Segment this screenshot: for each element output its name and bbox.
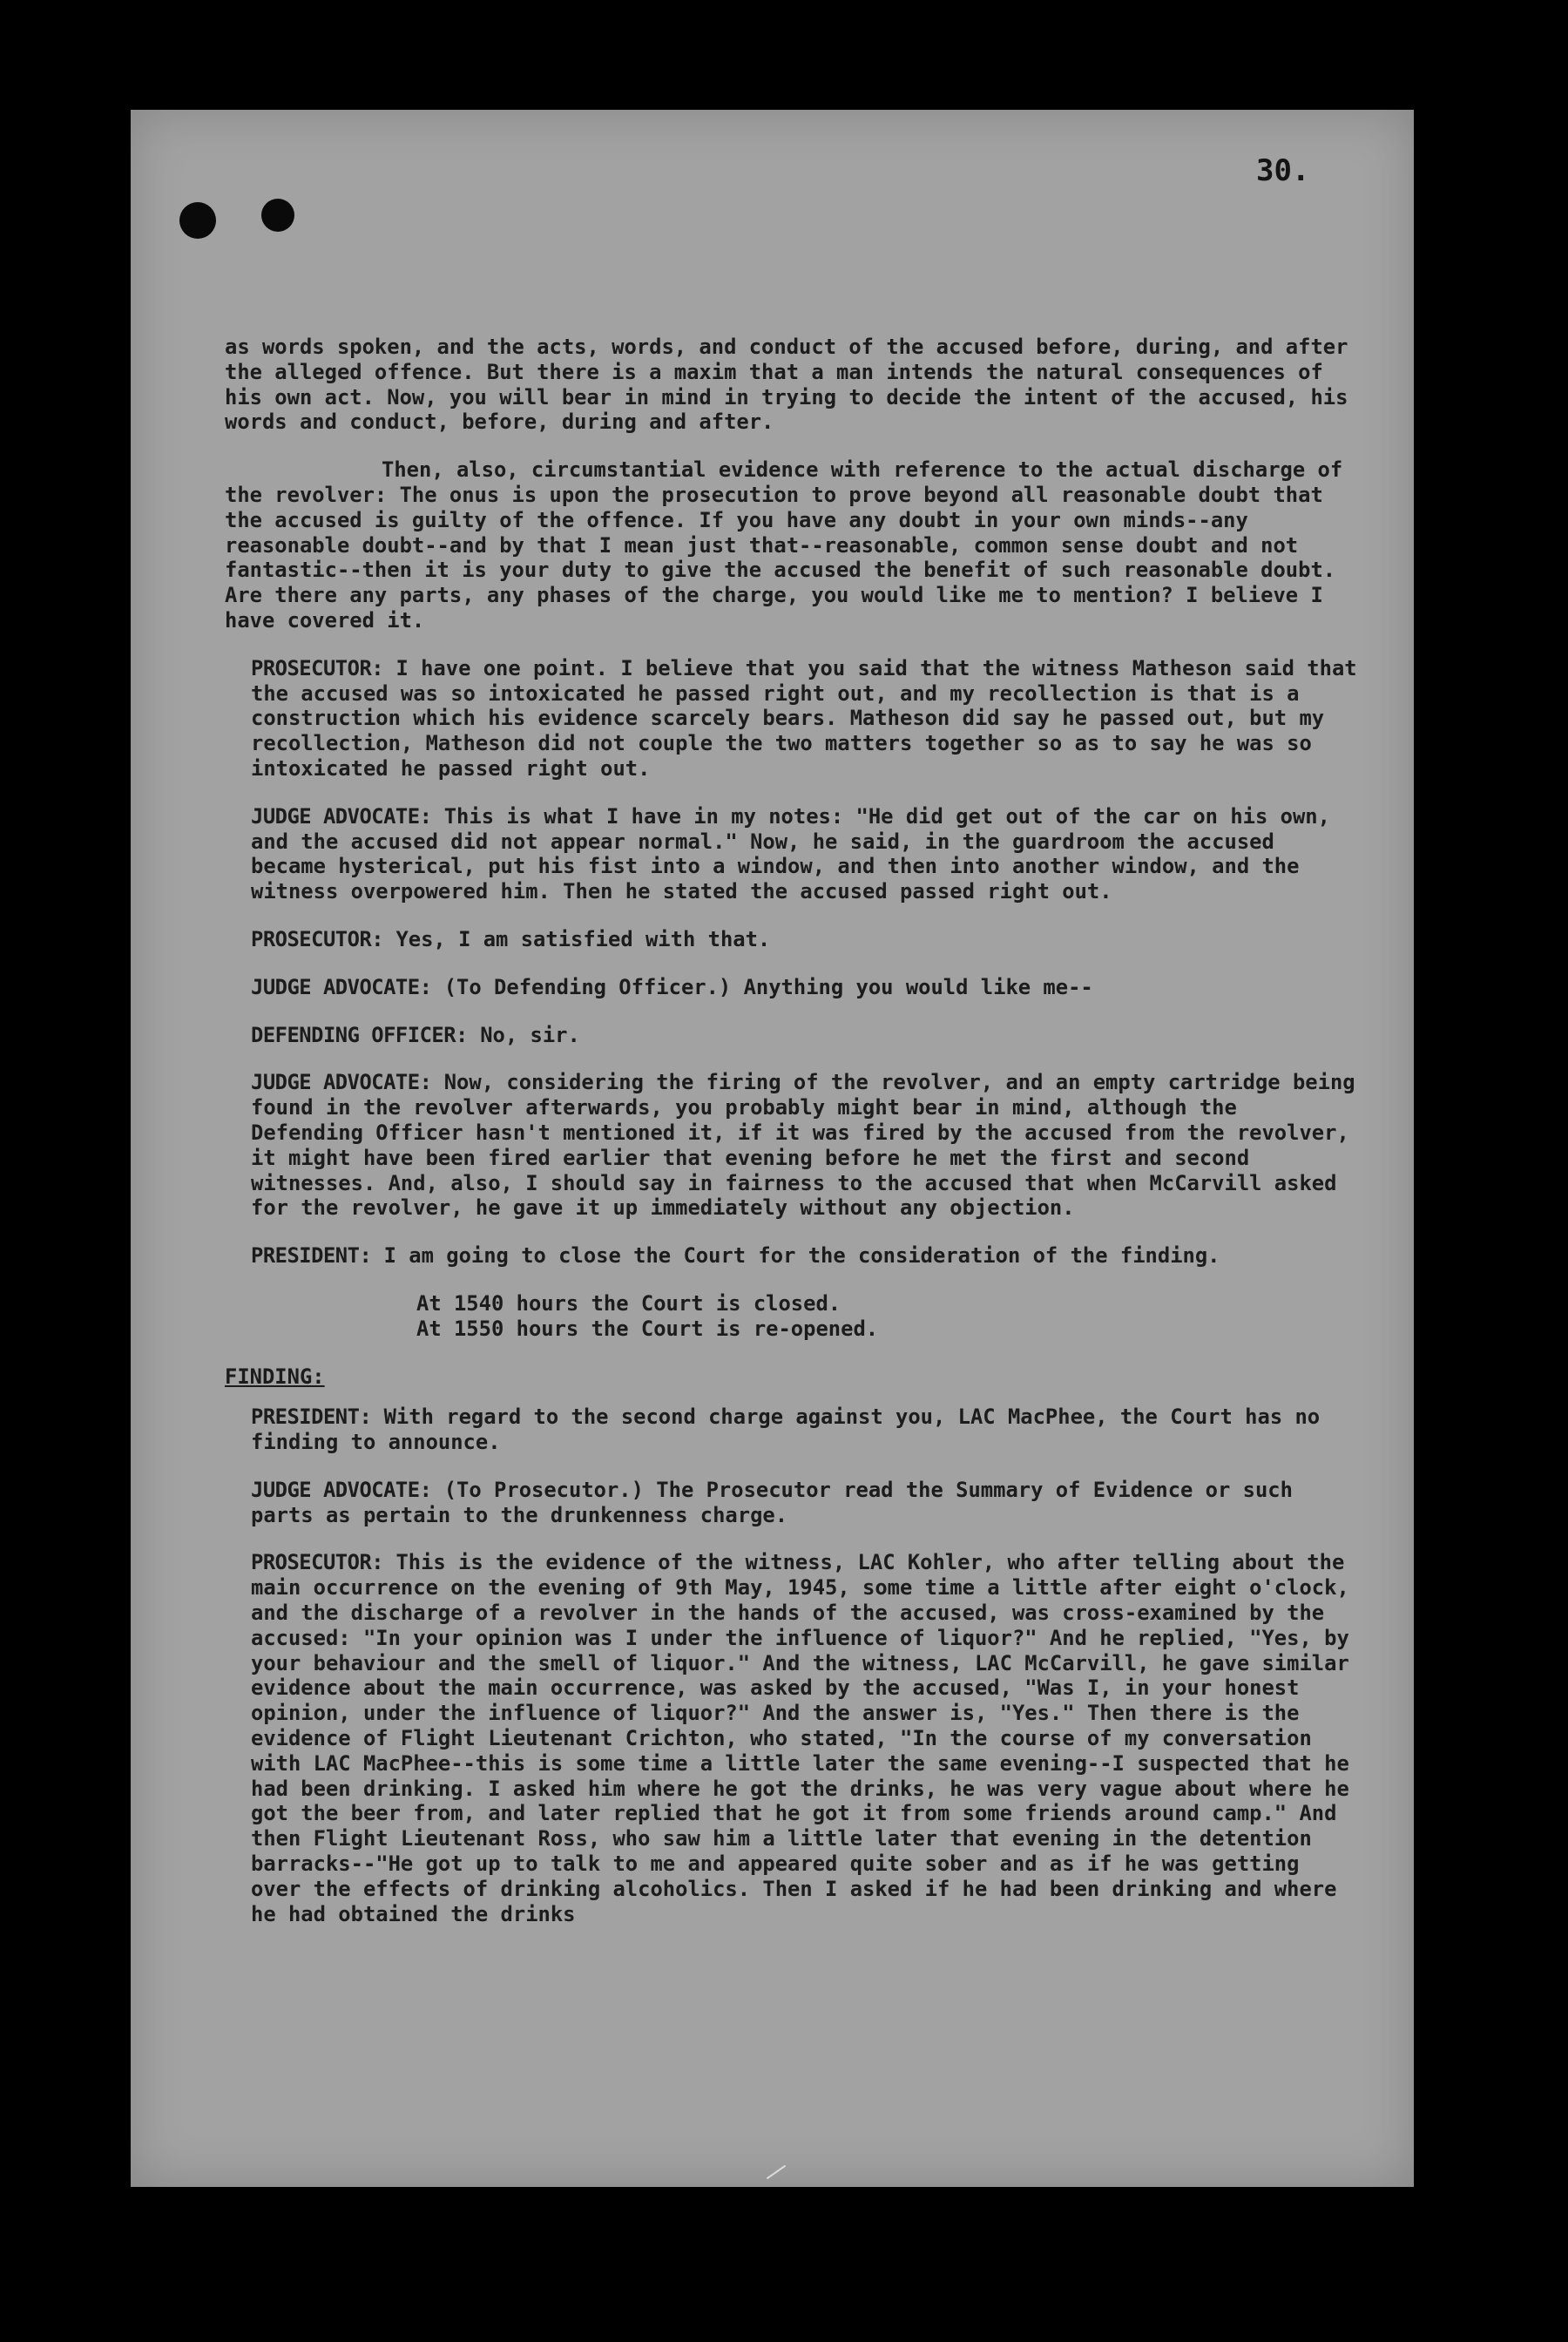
speech-text: I am going to close the Court for the consideration of the finding. — [383, 1243, 1220, 1269]
speech-text: Now, considering the firing of the revolver, and an empty cartridge being found in the revolver afterwards, you probably might bear in mind, although the Defending Officer hasn't mentioned it, if it was fired by the accused from the revolver, it might have been fired earlier that evening before he met the first and second witnesses. And, also, I should say in fairness to the accused that when McCarvill asked for the revolver, he gave it up immediately without any objection. — [251, 1070, 1355, 1221]
procedural-note: At 1550 hours the Court is re-opened. — [416, 1316, 879, 1341]
procedural-note: At 1540 hours the Court is closed. — [416, 1290, 841, 1316]
speaker-label: PRESIDENT: — [251, 1405, 372, 1430]
speech-text: (To Prosecutor.) The Prosecutor read the Summary of Evidence or such parts as pertain to the drunkenness charge. — [251, 1477, 1293, 1527]
speech-turn — [225, 656, 1357, 782]
speaker-label: PROSECUTOR: — [251, 926, 384, 951]
speech-text: With regard to the second charge against you, LAC MacPhee, the Court has no finding to announce. — [251, 1405, 1321, 1455]
speech-text: I have one point. I believe that you said that the witness Matheson said that the accused was so intoxicated he passed right out, and my recollection is that is a construction which his evidence scarcely bears. Matheson did say he passed out, but my recollection, Matheson did not couple the two matters together so as to say he was so intoxicated he passed right out. — [251, 655, 1357, 781]
speech-turn — [225, 1405, 1357, 1455]
speaker-label: JUDGE ADVOCATE: — [251, 1477, 432, 1502]
finding-heading: FINDING: — [225, 1364, 325, 1389]
speech-text: This is the evidence of the witness, LAC Kohler, who after telling about the main occurrence on the evening of 9th May, 1945, some time a little after eight o'clock, and the discharge of a revolver in the hands of the accused, was cross-examined by the accused: "In your opinion was I under the influence of liquor?" And he replied, "Yes, by your behaviour and the smell of liquor." And the witness, LAC McCarvill, he gave similar evidence about the main occurrence, was asked by the accused, "Was I, in your honest opinion, under the influence of liquor?" And the answer is, "Yes." Then there is the evidence of Flight Lieutenant Crichton, who stated, "In the course of my conversation with LAC MacPhee--this is some time a little later the same evening--I suspected that he had been drinking. I asked him where he got the drinks, he was very vague about where he got the beer from, and later replied that he got it from some friends around camp." And then Flight Lieutenant Ross, who saw him a little later that evening in the detention barracks--"He got up to talk to me and appeared quite sober and as if he was getting over the effects of drinking alcoholics. Then I asked if he had been drinking and where he had obtained the drinks — [251, 1550, 1349, 1926]
speech-turn — [225, 1243, 1357, 1269]
speech-turn — [225, 804, 1357, 904]
speaker-label: DEFENDING OFFICER: — [251, 1022, 468, 1047]
speech-turn — [225, 1070, 1357, 1221]
document-page — [131, 110, 1414, 2187]
speech-text: Yes, I am satisfied with that. — [395, 926, 771, 951]
transcript-body — [225, 335, 1357, 1949]
procedural-notes — [225, 1291, 1357, 1342]
speaker-label: JUDGE ADVOCATE: — [251, 1070, 432, 1095]
paragraph: Then, also, circumstantial evidence with reference to the actual discharge of the revolver: The onus is upon the prosecution to prove beyond all reasonable doubt that the accused is guilty of the offence. If you have any doubt in your own minds--any reasonable doubt--and by that I mean just that--reasonable, common sense doubt and not fantastic--then it is your duty to give the accused the benefit of such reasonable doubt. Are there any parts, any phases of the charge, you would like me to mention? I believe I have covered it. — [225, 457, 1343, 633]
speech-turn — [225, 1478, 1357, 1528]
punch-hole-right — [261, 199, 294, 232]
speaker-label: JUDGE ADVOCATE: — [251, 974, 432, 999]
speech-turn — [225, 927, 1357, 952]
paragraph: as words spoken, and the acts, words, and conduct of the accused before, during, and after the alleged offence. But there is a maxim that a man intends the natural consequences of his own act. Now, you will bear in mind in trying to decide the intent of the accused, his words and conduct, before, during and after. — [225, 335, 1348, 435]
speech-text: No, sir. — [480, 1022, 580, 1047]
speech-text: This is what I have in my notes: "He did get out of the car on his own, and the accused did not appear normal." Now, he said, in the guardroom the accused became hysterical, put his fist into a window, and then into another window, and the witness overpowered him. Then he stated the accused passed right out. — [251, 803, 1330, 904]
speech-text: (To Defending Officer.) Anything you would like me-- — [443, 974, 1093, 999]
punch-hole-left — [179, 202, 216, 239]
speech-turn — [225, 1023, 1357, 1048]
speech-turn — [225, 1550, 1357, 1926]
speaker-label: PRESIDENT: — [251, 1243, 372, 1269]
speaker-label: JUDGE ADVOCATE: — [251, 803, 432, 829]
speaker-label: PROSECUTOR: — [251, 655, 384, 680]
speaker-label: PROSECUTOR: — [251, 1550, 384, 1575]
speech-turn — [225, 975, 1357, 1000]
paper-scratch-mark — [767, 2165, 786, 2180]
page-number: 30. — [1256, 153, 1310, 188]
